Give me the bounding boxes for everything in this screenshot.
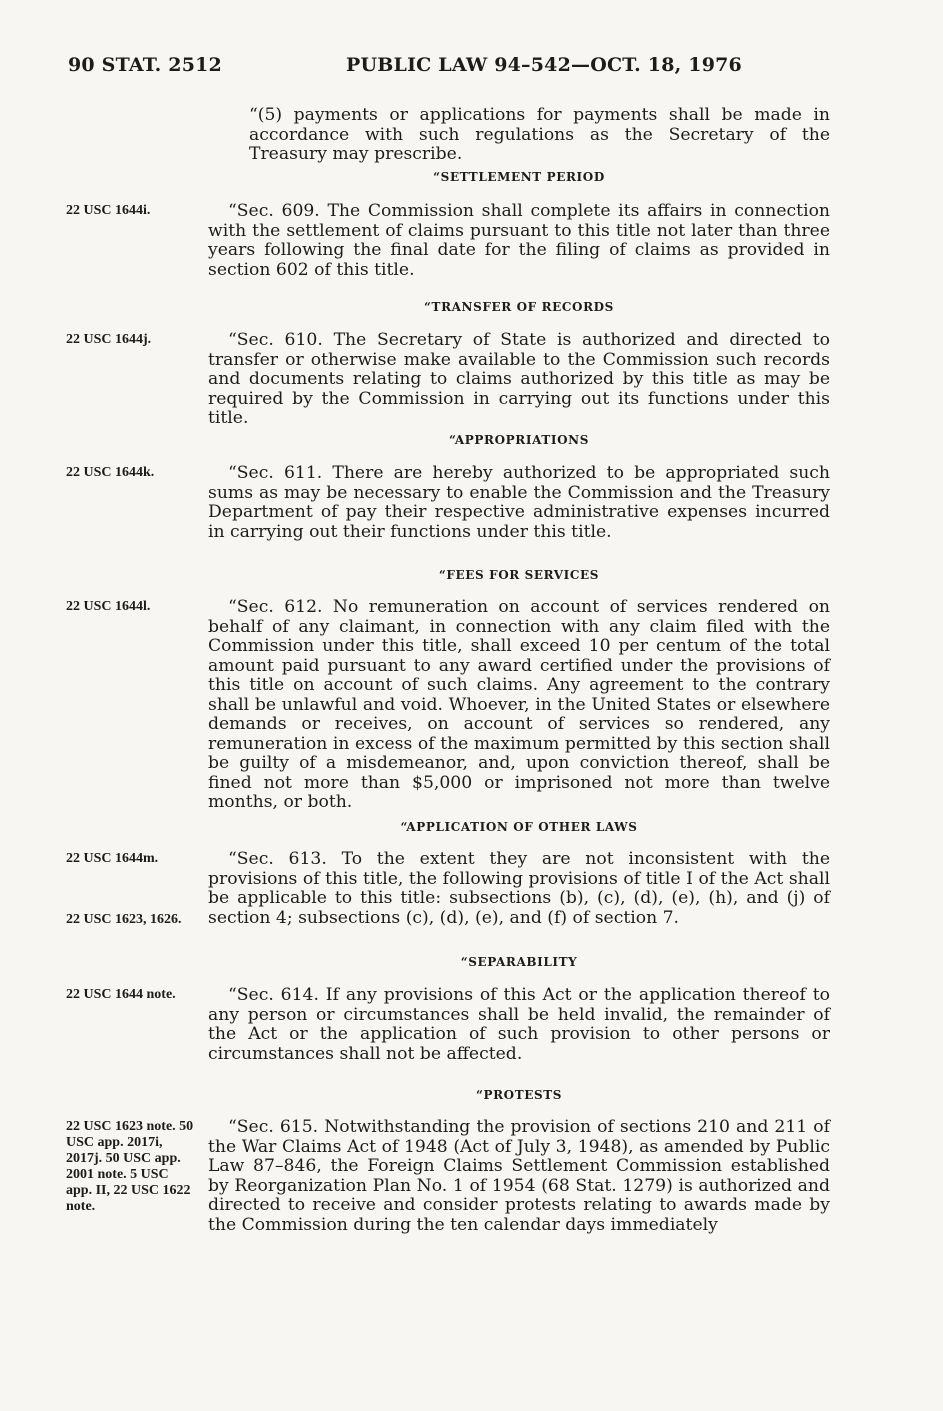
section-610: “Sec. 610. The Secretary of State is authorized and directed to transfer or otherwise make available to the Commission such records and documents relating to claims authorized by this title as may be required by the Commission in carrying out its functions under this title. <box>208 330 830 428</box>
heading-separability: “SEPARABILITY <box>460 955 578 969</box>
section-612: “Sec. 612. No remuneration on account of services rendered on behalf of any claimant, in connection with any claim filed with the Commission under this title, shall exceed 10 per centum of the total amount paid pursuant to any award certified under the provisions of this title on account of such claims. Any agreement to the contrary shall be unlawful and void. Whoever, in the United States or elsewhere demands or receives, on account of services so rendered, any remuneration in excess of the maximum permitted by this section shall be guilty of a misdemeanor, and, upon conviction thereof, shall be fined not more than $5,000 or imprisoned not more than twelve months, or both. <box>208 597 830 812</box>
margin-note-613: 22 USC 1644m. <box>66 851 159 866</box>
stat-page-number: 90 STAT. 2512 <box>68 54 222 76</box>
section-614: “Sec. 614. If any provisions of this Act or the application thereof to any person or circumstances shall be held invalid, the remainder of the Act or the application of such provision to other persons or circumstances shall not be affected. <box>208 985 830 1064</box>
margin-note-613-b: 22 USC 1623, 1626. <box>66 912 182 927</box>
paragraph-5: “(5) payments or applications for payments shall be made in accordance with such regulations as the Secretary of the Treasury may prescribe. <box>249 105 830 164</box>
margin-note-609: 22 USC 1644i. <box>66 203 151 218</box>
section-613: “Sec. 613. To the extent they are not inconsistent with the provisions of this title, the following provisions of title I of the Act shall be applicable to this title: subsections (b), (c), (d), (e), (h), and (j) of section 4; subsections (c), (d), (e), and (f) of section 7. <box>208 849 830 928</box>
section-615: “Sec. 615. Notwithstanding the provision of sections 210 and 211 of the War Claims Act of 1948 (Act of July 3, 1948), as amended by Public Law 87–846, the Foreign Claims Settlement Commission established by Reorganization Plan No. 1 of 1954 (68 Stat. 1279) is authorized and directed to receive and consider protests relating to awards made by the Commission during the ten calendar days immediately <box>208 1117 830 1235</box>
heading-application-of-other-laws: “APPLICATION OF OTHER LAWS <box>400 820 638 834</box>
page-title: PUBLIC LAW 94–542—OCT. 18, 1976 <box>346 54 742 76</box>
margin-note-611: 22 USC 1644k. <box>66 465 155 480</box>
heading-protests: “PROTESTS <box>475 1088 563 1102</box>
section-611: “Sec. 611. There are hereby authorized to be appropriated such sums as may be necessary to enable the Commission and the Treasury Department of pay their respective administrative expenses incurred in carrying out their functions under this title. <box>208 463 830 542</box>
margin-note-612: 22 USC 1644l. <box>66 599 151 614</box>
heading-transfer-of-records: “TRANSFER OF RECORDS <box>424 300 614 314</box>
margin-note-615: 22 USC 1623 note. 50 USC app. 2017i, 2017j. 50 USC app. 2001 note. 5 USC app. II, 22 USC 1622 note. <box>66 1119 194 1214</box>
margin-note-610: 22 USC 1644j. <box>66 332 152 347</box>
heading-fees-for-services: “FEES FOR SERVICES <box>438 568 600 582</box>
heading-appropriations: “APPROPRIATIONS <box>449 433 589 447</box>
section-609: “Sec. 609. The Commission shall complete its affairs in connection with the settlement of claims pursuant to this title not later than three years following the final date for the filing of claims as provided in section 602 of this title. <box>208 201 830 280</box>
heading-settlement-period: “SETTLEMENT PERIOD <box>433 170 605 184</box>
margin-note-614: 22 USC 1644 note. <box>66 987 176 1002</box>
